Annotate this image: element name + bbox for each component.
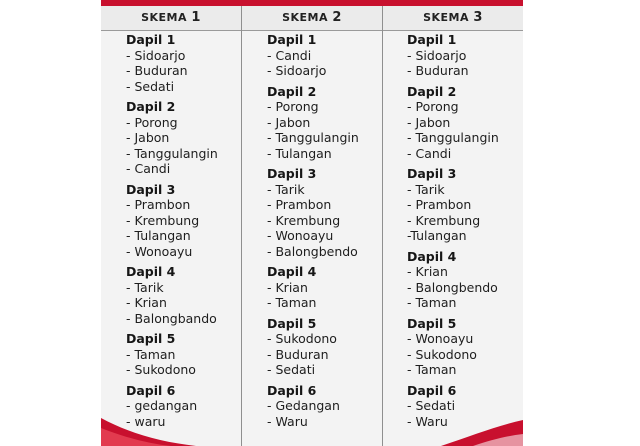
district-item: - Buduran xyxy=(407,63,469,78)
district-item: - Taman xyxy=(407,295,457,310)
district-item: - Tarik xyxy=(126,279,164,295)
district-item: - Sidoarjo xyxy=(267,63,327,78)
scheme-3-number: 3 xyxy=(473,10,483,25)
dapil-heading: Dapil 3 xyxy=(126,181,176,197)
district-item: - Jabon xyxy=(407,114,451,130)
district-item: - Sidoarjo xyxy=(126,47,186,63)
red-wave-decoration xyxy=(101,406,523,446)
district-item: - Tanggulangin xyxy=(126,145,218,161)
district-item: - Porong xyxy=(126,114,178,130)
scheme-1-header xyxy=(101,6,241,30)
district-item: - Prambon xyxy=(126,197,191,212)
district-item: - Sidoarjo xyxy=(407,47,467,63)
dapil-group xyxy=(267,264,397,311)
dapil-heading: Dapil 4 xyxy=(407,248,457,264)
district-item: - Buduran xyxy=(126,63,188,78)
dapil-group xyxy=(126,182,256,260)
scheme-2-number: 2 xyxy=(332,10,342,25)
district-item: - Taman xyxy=(126,346,176,362)
dapil-heading: Dapil 4 xyxy=(126,264,176,279)
district-item: - Taman xyxy=(267,295,317,310)
dapil-heading: Dapil 2 xyxy=(126,99,176,114)
district-item: - Krembung xyxy=(267,212,341,228)
dapil-heading: Dapil 5 xyxy=(126,331,176,346)
dapil-group xyxy=(407,316,523,378)
dapil-group xyxy=(267,316,397,378)
district-item: - Tulangan xyxy=(267,145,332,161)
scheme-1-label: SKEMA xyxy=(141,11,188,24)
dapil-group xyxy=(407,84,523,162)
scheme-1-number: 1 xyxy=(191,10,201,25)
district-item: - Tarik xyxy=(267,181,305,197)
district-item: - Candi xyxy=(407,145,452,161)
scheme-3-header xyxy=(383,6,523,30)
district-item: - Taman xyxy=(407,362,457,377)
district-item: - Jabon xyxy=(126,130,170,145)
district-item: - Wonoayu xyxy=(267,228,334,243)
dapil-group xyxy=(267,84,397,162)
district-item: - Sukodono xyxy=(267,331,337,346)
dapil-heading: Dapil 3 xyxy=(267,166,317,181)
dapil-heading: Dapil 4 xyxy=(267,264,317,279)
district-item: - Krian xyxy=(407,264,448,279)
dapil-heading: Dapil 6 xyxy=(267,382,317,398)
dapil-heading: Dapil 5 xyxy=(407,315,457,331)
scheme-3-label: SKEMA xyxy=(423,11,470,24)
district-item: - Porong xyxy=(407,99,459,114)
district-item: - Wonoayu xyxy=(407,331,474,346)
district-item: - Prambon xyxy=(267,197,332,212)
dapil-heading: Dapil 3 xyxy=(407,166,457,181)
district-item: -Tulangan xyxy=(407,228,467,243)
district-item: - Sukodono xyxy=(126,362,196,377)
district-item: - Candi xyxy=(126,161,171,176)
dapil-heading: Dapil 2 xyxy=(407,83,457,99)
dapil-heading: Dapil 1 xyxy=(407,32,457,47)
scheme-2-header xyxy=(242,6,382,30)
district-item: - Sukodono xyxy=(407,346,477,362)
district-item: - Porong xyxy=(267,99,319,114)
district-item: - Tanggulangin xyxy=(407,130,499,145)
district-item: - Sedati xyxy=(407,398,456,413)
district-item: - Buduran xyxy=(267,346,329,362)
scheme-2-column xyxy=(267,32,397,434)
district-item: - Krian xyxy=(267,279,308,295)
dapil-group xyxy=(126,99,256,177)
header-row xyxy=(101,6,523,31)
district-item: - Tanggulangin xyxy=(267,130,359,145)
district-item: - Waru xyxy=(267,413,308,429)
dapil-group xyxy=(267,32,397,79)
dapil-heading: Dapil 2 xyxy=(267,83,317,99)
dapil-group xyxy=(126,331,256,378)
district-item: - Jabon xyxy=(267,114,311,130)
dapil-group xyxy=(267,166,397,259)
district-item: - Balongbendo xyxy=(407,279,498,295)
dapil-heading: Dapil 1 xyxy=(267,32,317,47)
district-item: - Krian xyxy=(126,295,167,310)
scheme-3-column xyxy=(407,32,523,434)
district-item: - Prambon xyxy=(407,197,472,212)
district-item: - Tulangan xyxy=(126,228,191,243)
district-item: - Tarik xyxy=(407,181,445,197)
district-item: - Krembung xyxy=(126,212,200,228)
district-item: - Candi xyxy=(267,47,312,63)
scheme-1-column xyxy=(126,32,256,434)
dapil-heading: Dapil 5 xyxy=(267,315,317,331)
scheme-2-label: SKEMA xyxy=(282,11,329,24)
district-item: - Sedati xyxy=(126,78,175,94)
dapil-group xyxy=(407,249,523,311)
district-item: - Wonoayu xyxy=(126,243,193,259)
district-item: - Sedati xyxy=(267,362,316,377)
district-item: - Balongbando xyxy=(126,310,217,326)
district-item: - Waru xyxy=(407,413,448,429)
dapil-group xyxy=(126,32,256,94)
dapil-heading: Dapil 6 xyxy=(126,382,176,398)
dapil-group xyxy=(407,32,523,79)
district-item: - waru xyxy=(126,413,166,429)
district-item: - Krembung xyxy=(407,212,481,228)
scheme-poster xyxy=(101,0,523,446)
district-item: - Gedangan xyxy=(267,398,340,413)
dapil-heading: Dapil 1 xyxy=(126,32,176,47)
district-item: - Balongbendo xyxy=(267,243,358,259)
dapil-group xyxy=(126,264,256,326)
dapil-group xyxy=(407,166,523,244)
district-item: - gedangan xyxy=(126,398,198,413)
dapil-heading: Dapil 6 xyxy=(407,382,457,398)
